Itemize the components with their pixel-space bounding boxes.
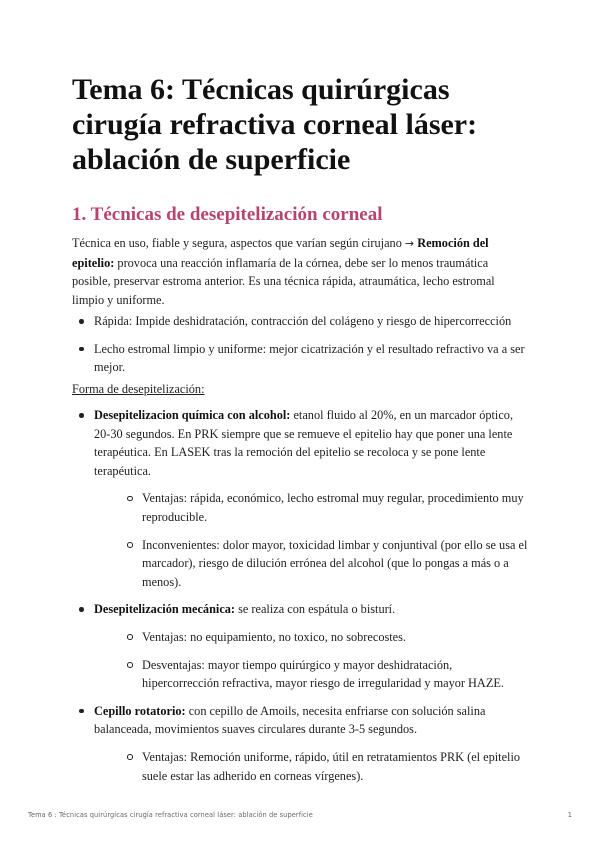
sub-item: Desventajas: mayor tiempo quirúrgico y mayor deshidratación, hipercorrección refractiva, mayor riesgo de irregularidad y mayor HAZE. (94, 656, 528, 693)
section-heading: 1. Técnicas de desepitelización corneal (72, 204, 383, 225)
sub-list (94, 628, 528, 693)
sub-item: Ventajas: Remoción uniforme, rápido, útil en retratamientos PRK (el epitelio suele estar las adherido en corneas vírgenes). (94, 748, 528, 785)
forma-label: Forma de desepitelización: (72, 382, 205, 396)
method-cepillo (72, 702, 528, 785)
advantages-list (72, 312, 528, 377)
method-title: Desepitelización mecánica: (94, 602, 236, 617)
intro-paragraph (72, 234, 528, 309)
sub-item: Ventajas: rápida, económico, lecho estromal muy regular, procedimiento muy reproducible. (94, 489, 528, 526)
page-number: 1 (567, 811, 572, 819)
title-line-2: cirugía refractiva corneal láser: (72, 108, 478, 141)
list-item: Rápida: Impide deshidratación, contracción del colágeno y riesgo de hipercorrección (72, 312, 528, 331)
sub-list (94, 489, 528, 591)
methods-list (72, 406, 528, 785)
intro-rest: provoca una reacción inflamaría de la córnea, debe ser lo menos traumática posible, preservar estroma anterior. Es una técnica rápida, atraumática, lecho estromal limpio y uniforme. (72, 255, 495, 307)
right-arrow-icon: → (404, 237, 415, 250)
method-title: Cepillo rotatorio: (94, 703, 186, 718)
sub-list (94, 748, 528, 785)
footer-text: Tema 6 : Técnicas quirúrgicas cirugía refractiva corneal láser: ablación de superficie (28, 811, 313, 819)
method-alcohol (72, 406, 528, 591)
intro-bold: Remoción del epitelio: (72, 236, 489, 270)
list-item: Lecho estromal limpio y uniforme: mejor cicatrización y el resultado refractivo va a ser mejor. (72, 340, 528, 377)
page-title (72, 72, 528, 177)
method-title: Desepitelizacion química con alcohol: (94, 408, 291, 422)
sub-item: Ventajas: no equipamiento, no toxico, no sobrecostes. (94, 628, 528, 647)
sub-item: Inconvenientes: dolor mayor, toxicidad limbar y conjuntival (por ello se usa el marcador), riesgo de dilución errónea del alcohol (que lo pongas a más o a menos). (94, 536, 528, 592)
method-text: se realiza con espátula o bisturí. (235, 602, 396, 617)
title-line-1: Tema 6: Técnicas quirúrgicas (72, 73, 450, 106)
page-footer (28, 811, 572, 819)
method-text: con cepillo de Amoils, necesita enfriarse con solución salina balanceada, movimientos suaves circulares durante 3-5 segundos. (94, 703, 486, 737)
method-mecanica (72, 600, 528, 692)
title-line-3: ablación de superficie (72, 143, 351, 176)
intro-text: Técnica en uso, fiable y segura, aspectos que varían según cirujano (72, 236, 405, 250)
method-text: etanol fluido al 20%, en un marcador óptico, 20-30 segundos. En PRK siempre que se remueve el epitelio hay que poner una lente terapéutica. En LASEK tras la remoción del epitelio se recoloca y se pone lente terapéutica. (94, 408, 514, 478)
